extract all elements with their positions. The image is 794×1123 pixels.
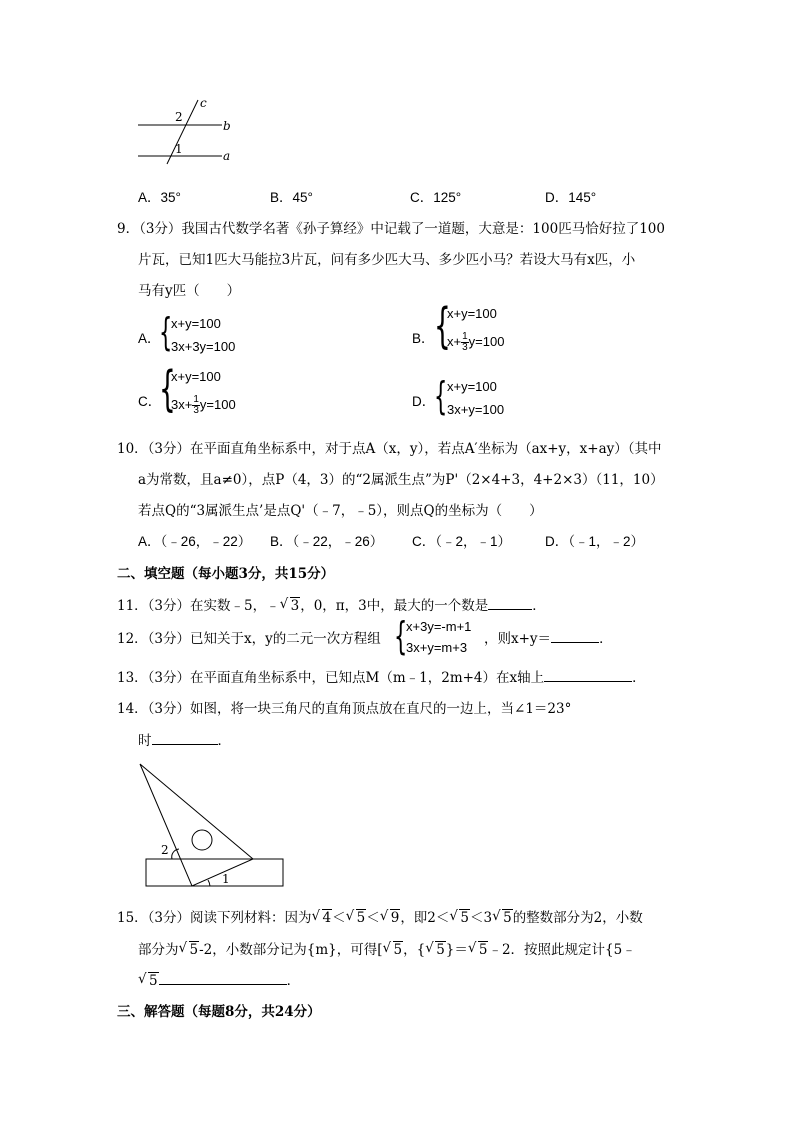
- q11-text: ，0，π，3中，最大的一个数是: [300, 598, 489, 614]
- sqrt: [312, 910, 333, 926]
- fraction: [461, 332, 469, 353]
- sqrt-sign: √: [449, 908, 459, 924]
- q8-option-c: C．125°: [410, 190, 462, 205]
- sqrt-sign: √: [178, 940, 188, 956]
- label-c: c: [200, 96, 207, 110]
- q9-line3: 马有y匹（ ）: [138, 283, 241, 299]
- q10-option-c: C．（﹣2，﹣1）: [412, 534, 512, 549]
- answer-blank[interactable]: [152, 730, 218, 745]
- q15-text: ，{: [403, 942, 426, 958]
- fraction-numerator: 1: [462, 331, 468, 342]
- label-angle1: 1: [175, 142, 183, 156]
- sqrt: [449, 910, 470, 926]
- sqrt: [280, 598, 301, 614]
- q11-text: 11．（3分）在实数﹣5，﹣: [117, 598, 280, 614]
- q15-text: 的整数部分为2，小数: [512, 910, 643, 926]
- q12-eq1: x+3y=-m+1: [406, 619, 472, 634]
- sqrt: [380, 910, 401, 926]
- brace: {: [159, 361, 176, 417]
- q10-line1: 10．（3分）在平面直角坐标系中，对于点A（x，y），若点A′坐标为（ax+y，x+ay）（其中: [117, 441, 662, 457]
- parallel-lines-figure: [130, 96, 250, 166]
- answer-blank[interactable]: [488, 595, 532, 610]
- section-2-heading: 二、填空题（每小题3分，共15分）: [117, 566, 335, 582]
- sqrt: [138, 973, 159, 989]
- q12-tail: [484, 627, 613, 647]
- q14-text: ．: [217, 733, 231, 749]
- q8-option-d: D．145°: [545, 190, 597, 205]
- radicand: 5: [149, 973, 158, 989]
- radicand: 5: [503, 910, 512, 926]
- ruler: [146, 859, 283, 886]
- sqrt-sign: √: [138, 971, 147, 987]
- q15-text: }＝: [445, 942, 468, 958]
- radicand: 5: [393, 942, 403, 958]
- q15-text: 15．（3分）阅读下列材料：因为: [117, 910, 312, 926]
- sqrt: [346, 910, 367, 926]
- answer-blank[interactable]: [551, 628, 599, 643]
- q8-option-b: B．45°: [270, 190, 313, 205]
- sqrt-sign: √: [467, 940, 477, 956]
- radicand: 5: [460, 910, 469, 926]
- radicand: 9: [390, 910, 400, 926]
- q9-d-label: D．: [412, 394, 436, 409]
- q15-text: ．: [286, 973, 301, 989]
- q15-text: ，即2＜: [400, 910, 450, 926]
- q9-line2: 片瓦，已知1匹大马能拉3片瓦，问有多少匹大马、多少匹小马？若设大马有x匹，小: [138, 252, 636, 268]
- q9-c-eq2: [171, 395, 236, 416]
- q15-line1: [117, 906, 643, 926]
- brace: {: [394, 614, 408, 658]
- sqrt: [468, 942, 489, 958]
- q11: [117, 594, 546, 614]
- q9-d-eq2: 3x+y=100: [447, 402, 505, 417]
- sqrt: [425, 942, 446, 958]
- q13: [117, 666, 646, 686]
- set-square: [140, 764, 253, 886]
- label-angle2: 2: [161, 843, 169, 857]
- q14-text: 时: [138, 733, 152, 749]
- q10-line2: a为常数，且a≠0），点P（4，3）的“2属派生点”为P'（2×4+3，4+2×3）（11，10）: [138, 472, 664, 488]
- q15-text: ＜3: [470, 910, 493, 926]
- set-square-hole: [192, 830, 212, 850]
- sqrt: [383, 942, 404, 958]
- q9-b-eq2: [447, 332, 504, 353]
- sqrt: [492, 910, 513, 926]
- eq-part: y=100: [199, 396, 236, 412]
- sqrt-sign: √: [425, 940, 434, 956]
- sqrt-sign: √: [345, 908, 355, 924]
- q12: [117, 627, 381, 647]
- q9-a-eq2: 3x+3y=100: [171, 339, 236, 354]
- q15-line2: [138, 938, 636, 958]
- sqrt-sign: √: [492, 908, 501, 924]
- sqrt-sign: √: [382, 940, 392, 956]
- brace: {: [434, 374, 448, 418]
- label-angle1: 1: [222, 872, 230, 886]
- angle1-arc: [208, 880, 210, 886]
- q10-line3: 若点Q的“3属派生点’是点Q'（﹣7，﹣5），则点Q的坐标为（ ）: [138, 503, 543, 519]
- q9-a-label: A．: [138, 331, 161, 346]
- section-3-heading: 三、解答题（每题8分，共24分）: [117, 1004, 321, 1020]
- q12-text: 12．（3分）已知关于x，y的二元一次方程组: [117, 631, 381, 647]
- label-a: a: [223, 149, 231, 163]
- q9-b-eq1: x+y=100: [447, 306, 497, 321]
- brace: {: [159, 310, 173, 354]
- q9-line1: 9．（3分）我国古代数学名著《孙子算经》中记载了一道题，大意是：100匹马恰好拉了100: [117, 221, 665, 237]
- q15-text: ＜: [366, 910, 380, 926]
- sqrt-sign: √: [279, 596, 289, 612]
- fraction: [192, 395, 200, 416]
- q13-text: ．: [632, 670, 646, 686]
- radicand: 4: [322, 910, 332, 926]
- q11-text: ．: [532, 598, 546, 614]
- fraction-numerator: 1: [193, 394, 199, 405]
- q9-c-eq1: x+y=100: [171, 369, 221, 384]
- radicand: 5: [436, 942, 445, 958]
- q14-line2: [138, 729, 231, 749]
- brace: {: [434, 298, 451, 354]
- eq-part: y=100: [468, 333, 505, 349]
- q15-text: ﹣2．按照此规定计{5﹣: [488, 942, 636, 958]
- sqrt-sign: √: [311, 908, 321, 924]
- radicand: 3: [290, 598, 300, 614]
- q15-text: -2，小数部分记为{m}，可得[: [199, 942, 383, 958]
- triangle-ruler-figure: [136, 756, 296, 892]
- label-b: b: [223, 119, 231, 133]
- q12-eq2: 3x+y=m+3: [406, 640, 468, 655]
- q8-option-a: A．35°: [138, 190, 181, 205]
- q9-b-label: B．: [412, 331, 435, 346]
- q9-d-eq1: x+y=100: [447, 379, 497, 394]
- q14-line1: 14．（3分）如图，将一块三角尺的直角顶点放在直尺的一边上，当∠1＝23°: [117, 701, 572, 717]
- fraction-denominator: 3: [193, 405, 199, 416]
- radicand: 5: [189, 942, 199, 958]
- q15-text: ＜: [332, 910, 346, 926]
- q10-option-b: B．（﹣22，﹣26）: [270, 534, 384, 549]
- eq-part: 3x+: [171, 396, 193, 412]
- answer-blank[interactable]: [544, 667, 632, 682]
- q10-option-d: D．（﹣1，﹣2）: [545, 534, 645, 549]
- q15-text: 部分为: [138, 942, 179, 958]
- label-angle2: 2: [175, 110, 183, 124]
- q9-a-eq1: x+y=100: [171, 316, 221, 331]
- q12-text: ，则x+y＝: [484, 631, 552, 647]
- eq-part: x+: [447, 333, 462, 349]
- q13-text: 13．（3分）在平面直角坐标系中，已知点M（m﹣1，2m+4）在x轴上: [117, 670, 545, 686]
- sqrt-sign: √: [379, 908, 389, 924]
- radicand: 5: [356, 910, 366, 926]
- q10-option-a: A．（﹣26，﹣22）: [138, 534, 252, 549]
- fraction-denominator: 3: [462, 342, 468, 353]
- q9-c-label: C．: [138, 394, 162, 409]
- sqrt: [179, 942, 200, 958]
- answer-blank[interactable]: [159, 970, 287, 985]
- q15-line3: [138, 969, 300, 989]
- radicand: 5: [478, 942, 488, 958]
- q12-text: ．: [599, 631, 613, 647]
